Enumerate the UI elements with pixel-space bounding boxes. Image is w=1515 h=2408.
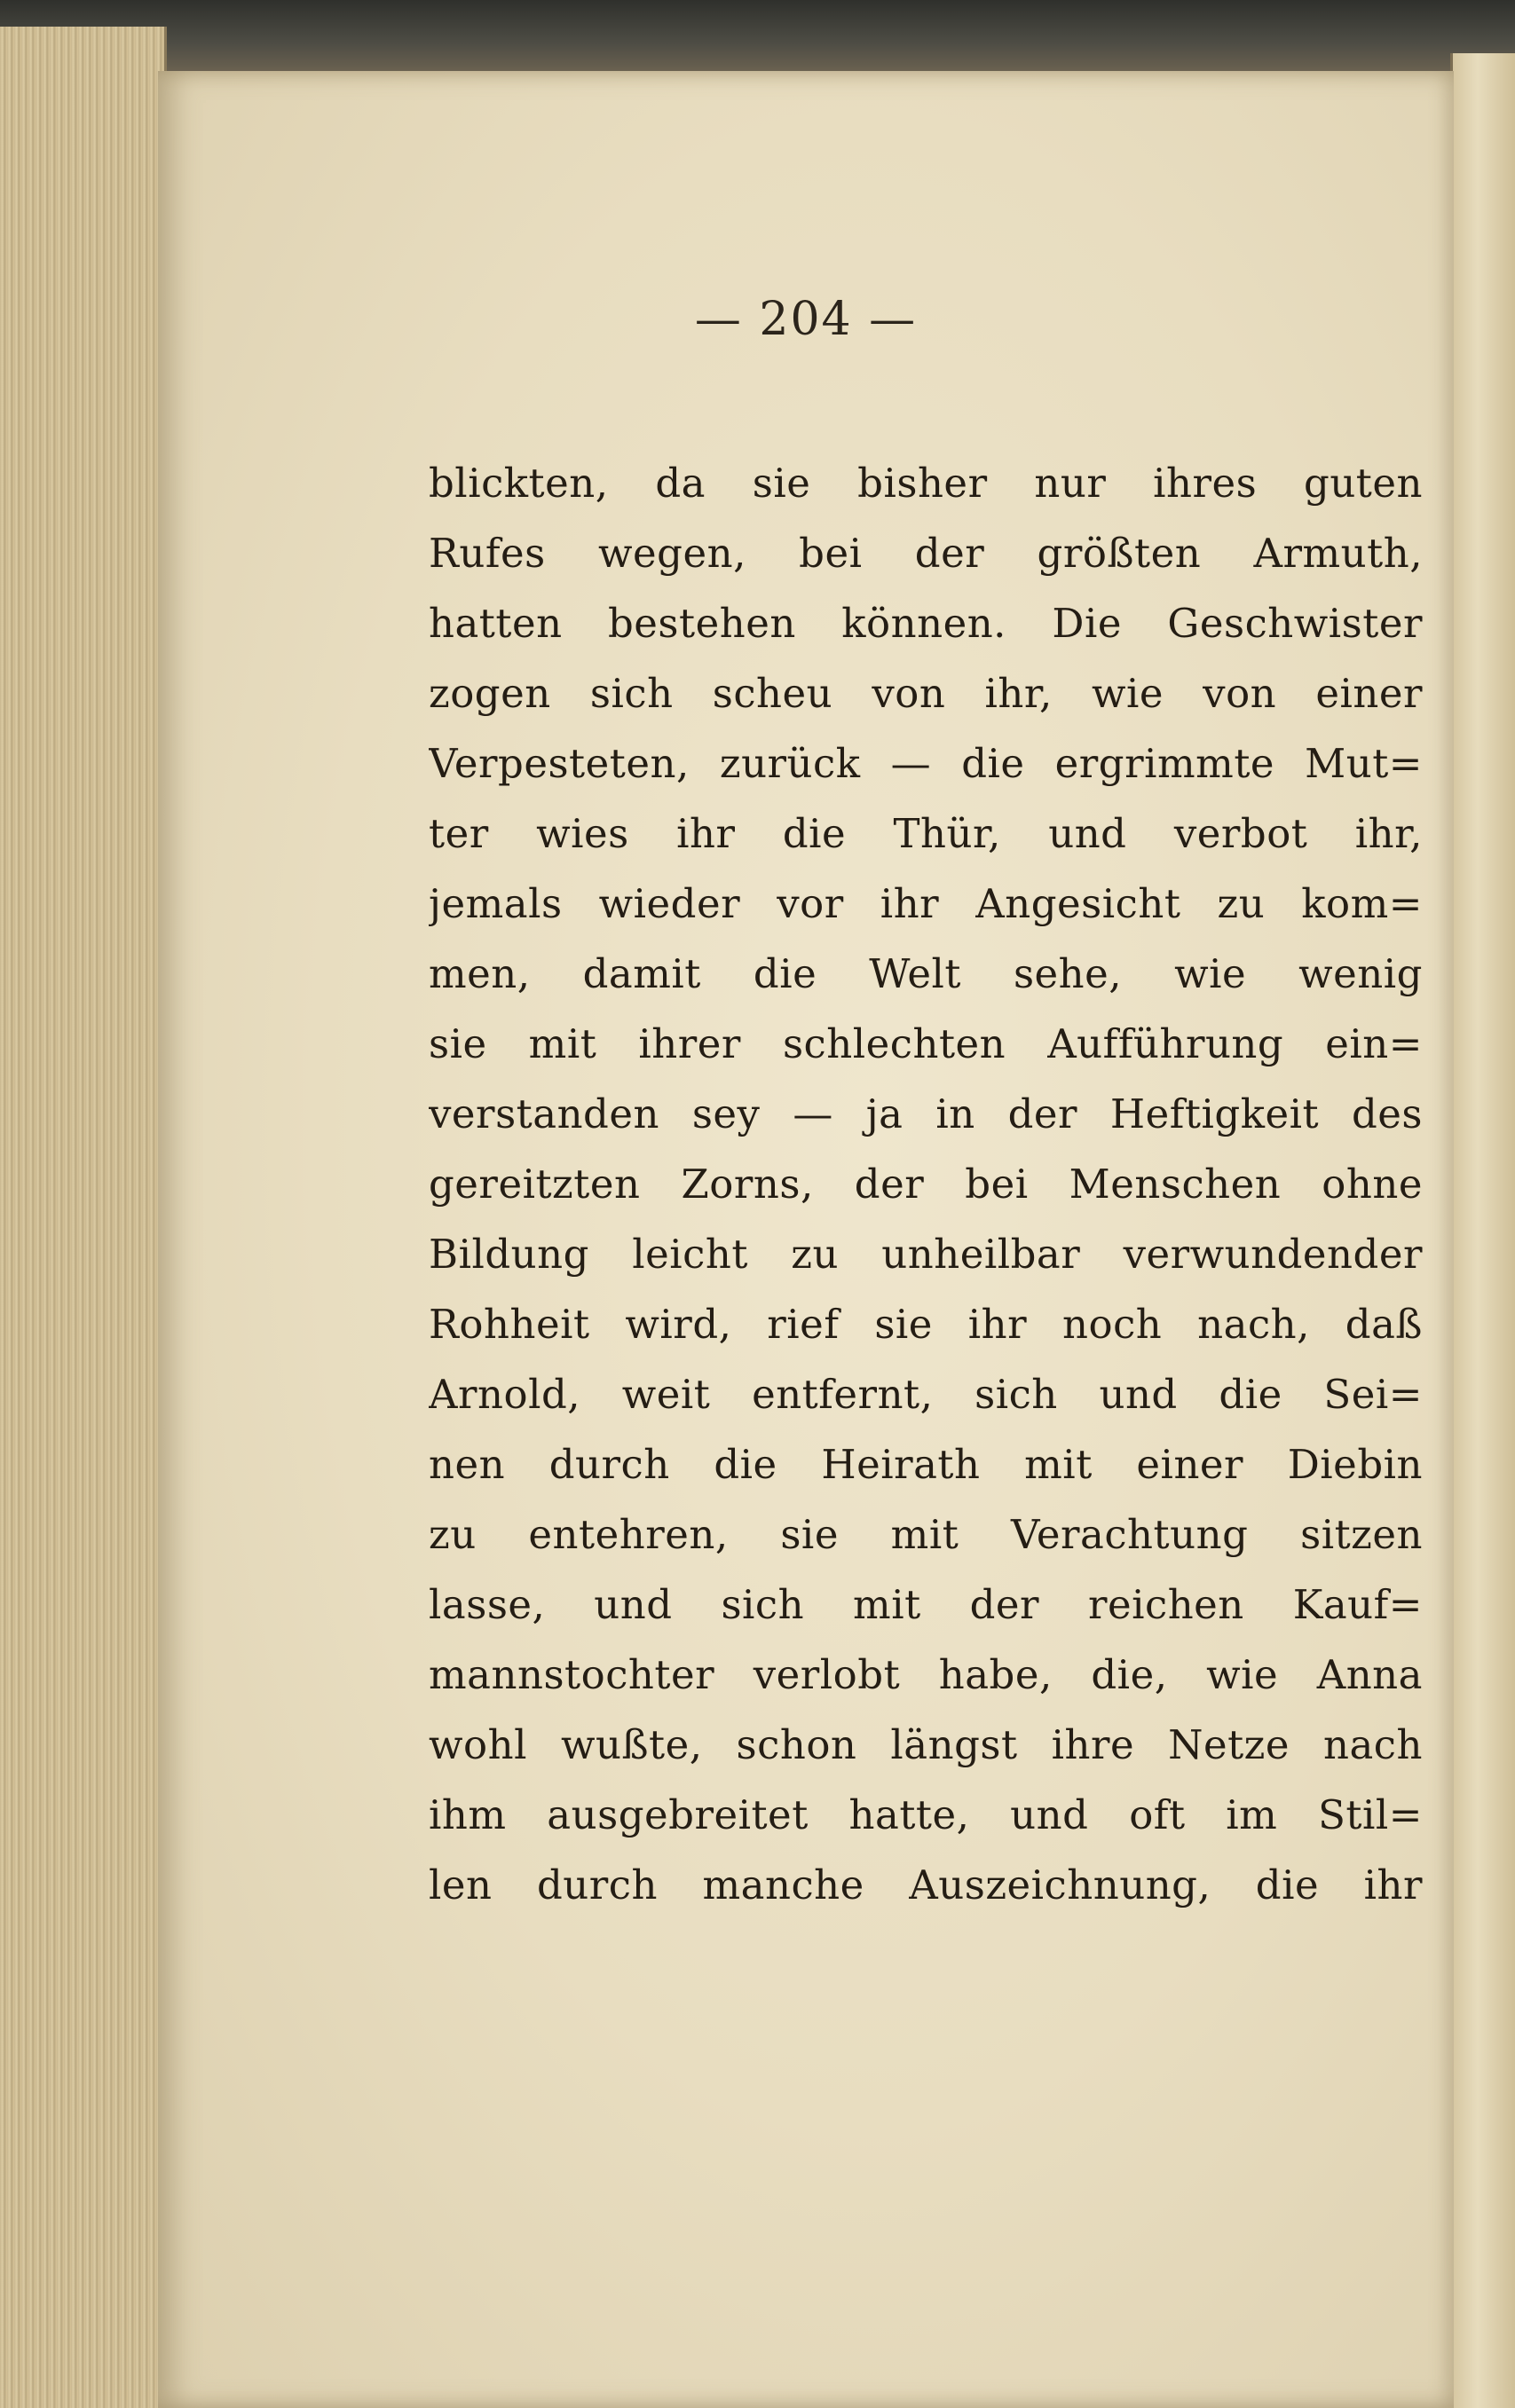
text-line: Rohheit wird, rief sie ihr noch nach, daß (429, 1301, 1423, 1348)
book-page (158, 71, 1454, 2408)
text-line: zu entehren, sie mit Verachtung sitzen (429, 1511, 1423, 1558)
text-line: Bildung leicht zu unheilbar verwundender (429, 1231, 1423, 1278)
body-text (429, 448, 1423, 1920)
text-line: gereitzten Zorns, der bei Menschen ohne (429, 1161, 1423, 1208)
text-line: ihm ausgebreitet hatte, und oft im Stil= (429, 1791, 1423, 1838)
text-line: mannstochter verlobt habe, die, wie Anna (429, 1651, 1423, 1698)
text-line: jemals wieder vor ihr Angesicht zu kom= (429, 880, 1423, 927)
text-line: wohl wußte, schon längst ihre Netze nach (429, 1721, 1423, 1768)
page-number: — 204 — (694, 293, 918, 346)
text-line: Verpesteten, zurück — die ergrimmte Mut= (429, 740, 1423, 787)
page-stack-left (0, 27, 167, 2408)
page-stack-right (1450, 53, 1515, 2408)
text-line: blickten, da sie bisher nur ihres guten (429, 460, 1423, 507)
text-line: sie mit ihrer schlechten Aufführung ein= (429, 1020, 1423, 1067)
text-line: zogen sich scheu von ihr, wie von einer (429, 670, 1423, 717)
text-line: Arnold, weit entfernt, sich und die Sei= (429, 1371, 1423, 1418)
text-line: verstanden sey — ja in der Heftigkeit des (429, 1090, 1423, 1137)
text-line: nen durch die Heirath mit einer Diebin (429, 1441, 1423, 1488)
text-line: men, damit die Welt sehe, wie wenig (429, 950, 1423, 997)
text-line: hatten bestehen können. Die Geschwister (429, 600, 1423, 647)
book-binding (0, 0, 1515, 71)
text-line: len durch manche Auszeichnung, die ihr (429, 1861, 1423, 1908)
text-line: lasse, und sich mit der reichen Kauf= (429, 1581, 1423, 1628)
text-line: ter wies ihr die Thür, und verbot ihr, (429, 810, 1423, 857)
text-line: Rufes wegen, bei der größten Armuth, (429, 530, 1423, 577)
